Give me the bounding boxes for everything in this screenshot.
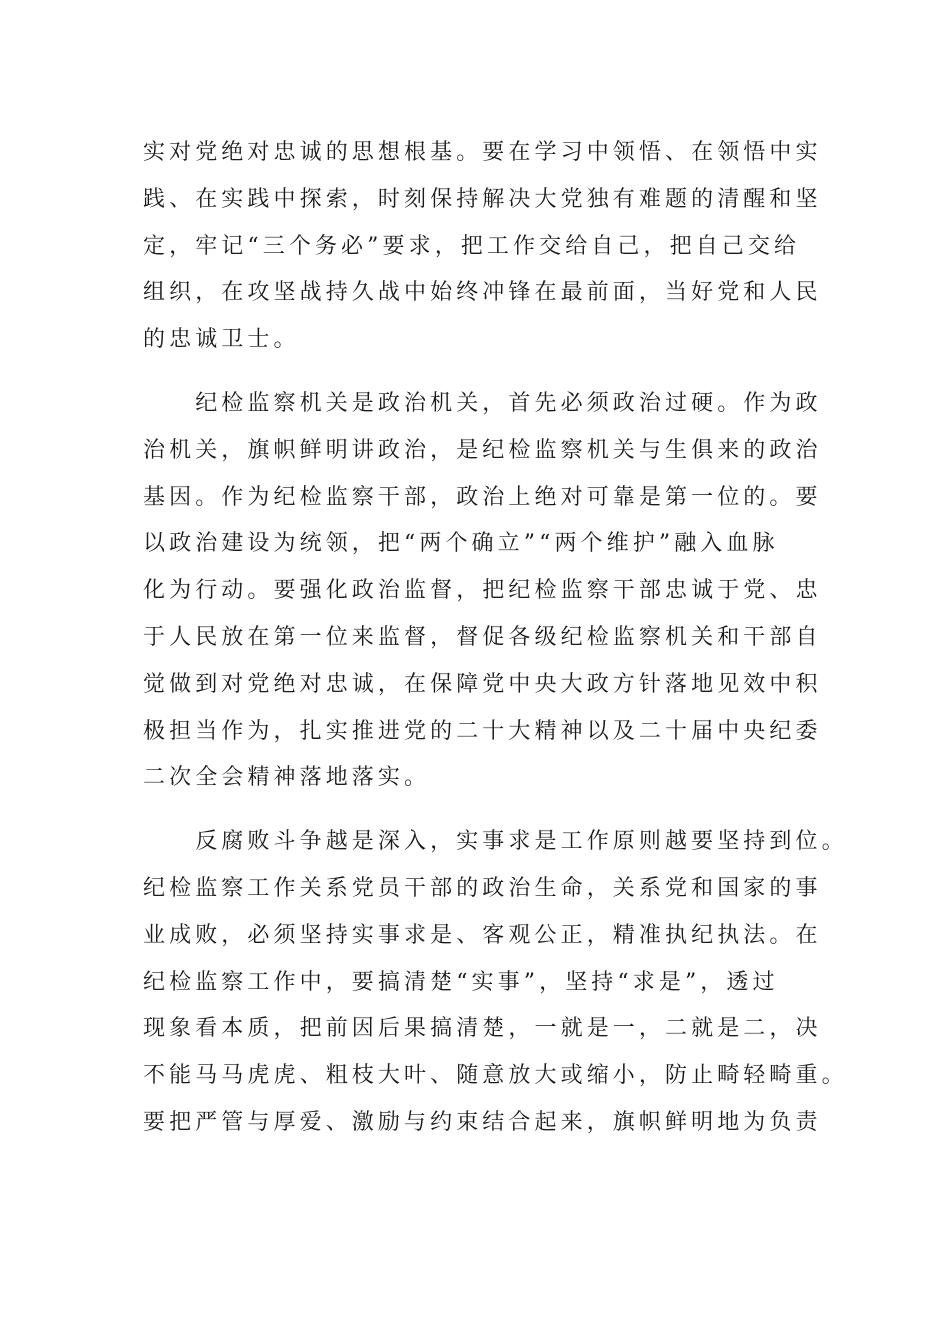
text-line: 觉做到对党绝对忠诚，在保障党中央大政方针落地见效中积: [143, 671, 822, 697]
text-line: 要把严管与厚爱、激励与约束结合起来，旗帜鲜明地为负责: [143, 1109, 822, 1135]
paragraph-spacer: [143, 364, 808, 381]
text-line: 于人民放在第一位来监督，督促各级纪检监察机关和干部自: [143, 624, 822, 650]
text-line: 反腐败斗争越是深入，实事求是工作原则越要坚持到位。: [143, 829, 848, 855]
text-line: 治机关，旗帜鲜明讲政治，是纪检监察机关与生俱来的政治: [143, 437, 822, 463]
text-line: 纪检监察工作关系党员干部的政治生命，关系党和国家的事: [143, 875, 822, 901]
text-line: 以政治建设为统领，把“两个确立”“两个维护”融入血脉: [143, 531, 779, 557]
text-line: 定，牢记“三个务必”要求，把工作交给自己，把自己交给: [143, 233, 801, 259]
paragraph-spacer: [143, 802, 808, 819]
text-line: 践、在实践中探索，时刻保持解决大党独有难题的清醒和坚: [143, 186, 822, 212]
text-line: 极担当作为，扎实推进党的二十大精神以及二十届中央纪委: [143, 718, 822, 744]
text-line: 现象看本质，把前因后果搞清楚，一就是一，二就是二，决: [143, 1016, 822, 1042]
text-line: 基因。作为纪检监察干部，政治上绝对可靠是第一位的。要: [143, 484, 822, 510]
text-line: 实对党绝对忠诚的思想根基。要在学习中领悟、在领悟中实: [143, 140, 822, 165]
text-line: 组织，在攻坚战持久战中始终冲锋在最前面，当好党和人民: [143, 280, 822, 306]
text-line: 化为行动。要强化政治监督，把纪检监察干部忠诚于党、忠: [143, 578, 822, 604]
paragraph-3: [143, 819, 848, 1147]
text-line: 不能马马虎虎、粗枝大叶、随意放大或缩小，防止畸轻畸重。: [143, 1063, 848, 1089]
text-line: 业成败，必须坚持实事求是、客观公正，精准执纪执法。在: [143, 922, 822, 948]
text-line: 纪检监察工作中，要搞清楚“实事”，坚持“求是”，透过: [143, 969, 779, 995]
text-line: 的忠诚卫士。: [143, 327, 300, 353]
text-line: 二次全会精神落地落实。: [143, 765, 431, 791]
document-body: [143, 130, 848, 1147]
paragraph-1: [143, 130, 822, 364]
text-line: 纪检监察机关是政治机关，首先必须政治过硬。作为政: [143, 390, 822, 416]
paragraph-2: [143, 381, 822, 802]
